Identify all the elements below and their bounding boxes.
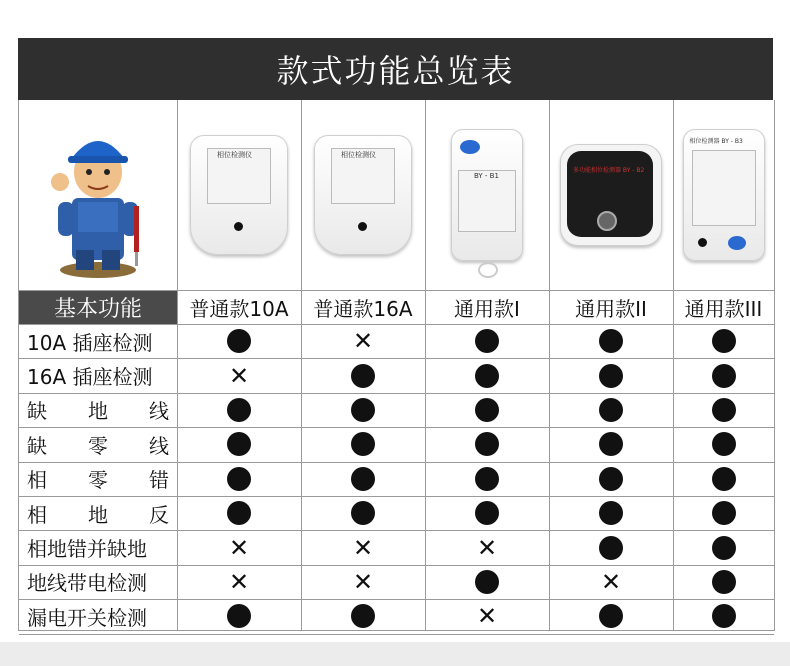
- feature-table: [18, 100, 775, 631]
- supported-dot-icon: [351, 364, 375, 388]
- supported-dot-icon: [351, 398, 375, 422]
- device-image-universal-2: 多功能相位检测器 BY - B2: [549, 100, 673, 290]
- feature-label: 相地错并缺地: [27, 536, 147, 561]
- model-header-universal-1: 通用款I: [454, 296, 520, 321]
- supported-dot-icon: [599, 467, 623, 491]
- supported-dot-icon: [712, 432, 736, 456]
- supported-dot-icon: [599, 501, 623, 525]
- supported-dot-icon: [712, 570, 736, 594]
- supported-dot-icon: [475, 398, 499, 422]
- supported-dot-icon: [712, 501, 736, 525]
- unsupported-cross-icon: ✕: [228, 533, 250, 562]
- unsupported-cross-icon: ✕: [228, 361, 250, 390]
- supported-dot-icon: [351, 604, 375, 628]
- page-title: 款式功能总览表: [18, 38, 773, 100]
- column-divider: [301, 100, 302, 630]
- bottom-band: [0, 642, 790, 666]
- supported-dot-icon: [351, 432, 375, 456]
- column-divider: [177, 100, 178, 630]
- supported-dot-icon: [599, 432, 623, 456]
- mascot-image: [19, 100, 177, 290]
- supported-dot-icon: [351, 501, 375, 525]
- supported-dot-icon: [599, 398, 623, 422]
- supported-dot-icon: [227, 398, 251, 422]
- supported-dot-icon: [475, 570, 499, 594]
- model-header-16a: 普通款16A: [313, 296, 413, 321]
- row-divider: [19, 290, 774, 291]
- model-header-10a: 普通款10A: [189, 296, 289, 321]
- supported-dot-icon: [475, 329, 499, 353]
- feature-label: 缺 地 线: [27, 399, 169, 424]
- supported-dot-icon: [712, 467, 736, 491]
- column-divider: [673, 100, 674, 630]
- feature-label: 相 地 反: [27, 502, 169, 527]
- supported-dot-icon: [599, 329, 623, 353]
- supported-dot-icon: [599, 536, 623, 560]
- column-divider: [425, 100, 426, 630]
- feature-label: 相 零 错: [27, 468, 169, 493]
- model-header-universal-2: 通用款II: [575, 296, 647, 321]
- supported-dot-icon: [227, 432, 251, 456]
- supported-dot-icon: [227, 329, 251, 353]
- worker-mascot-icon: [38, 110, 158, 280]
- supported-dot-icon: [712, 536, 736, 560]
- supported-dot-icon: [475, 364, 499, 388]
- feature-label: 缺 零 线: [27, 433, 169, 458]
- feature-label: 10A 插座检测: [27, 330, 153, 355]
- unsupported-cross-icon: ✕: [228, 568, 250, 596]
- device-image-16a: 相位检测仪: [301, 100, 425, 290]
- supported-dot-icon: [712, 364, 736, 388]
- unsupported-cross-icon: ✕: [476, 602, 498, 631]
- supported-dot-icon: [475, 501, 499, 525]
- supported-dot-icon: [227, 604, 251, 628]
- column-divider: [549, 100, 550, 630]
- device-image-10a: 相位检测仪: [177, 100, 301, 290]
- supported-dot-icon: [227, 501, 251, 525]
- device-image-universal-1: BY - B1: [425, 100, 549, 290]
- supported-dot-icon: [475, 467, 499, 491]
- feature-label: 漏电开关检测: [27, 605, 147, 630]
- row-divider: [19, 634, 774, 635]
- unsupported-cross-icon: ✕: [352, 327, 374, 356]
- unsupported-cross-icon: ✕: [600, 568, 622, 596]
- supported-dot-icon: [351, 467, 375, 491]
- feature-column-header: 基本功能: [19, 290, 177, 324]
- feature-label: 16A 插座检测: [27, 364, 153, 389]
- device-image-universal-3: 相位检测器 BY - B3: [673, 100, 774, 290]
- unsupported-cross-icon: ✕: [352, 568, 374, 596]
- feature-label: 地线带电检测: [27, 571, 147, 596]
- supported-dot-icon: [712, 398, 736, 422]
- supported-dot-icon: [712, 604, 736, 628]
- supported-dot-icon: [227, 467, 251, 491]
- supported-dot-icon: [599, 364, 623, 388]
- supported-dot-icon: [599, 604, 623, 628]
- model-header-universal-3: 通用款III: [684, 296, 763, 321]
- unsupported-cross-icon: ✕: [352, 533, 374, 562]
- supported-dot-icon: [712, 329, 736, 353]
- unsupported-cross-icon: ✕: [476, 533, 498, 562]
- supported-dot-icon: [475, 432, 499, 456]
